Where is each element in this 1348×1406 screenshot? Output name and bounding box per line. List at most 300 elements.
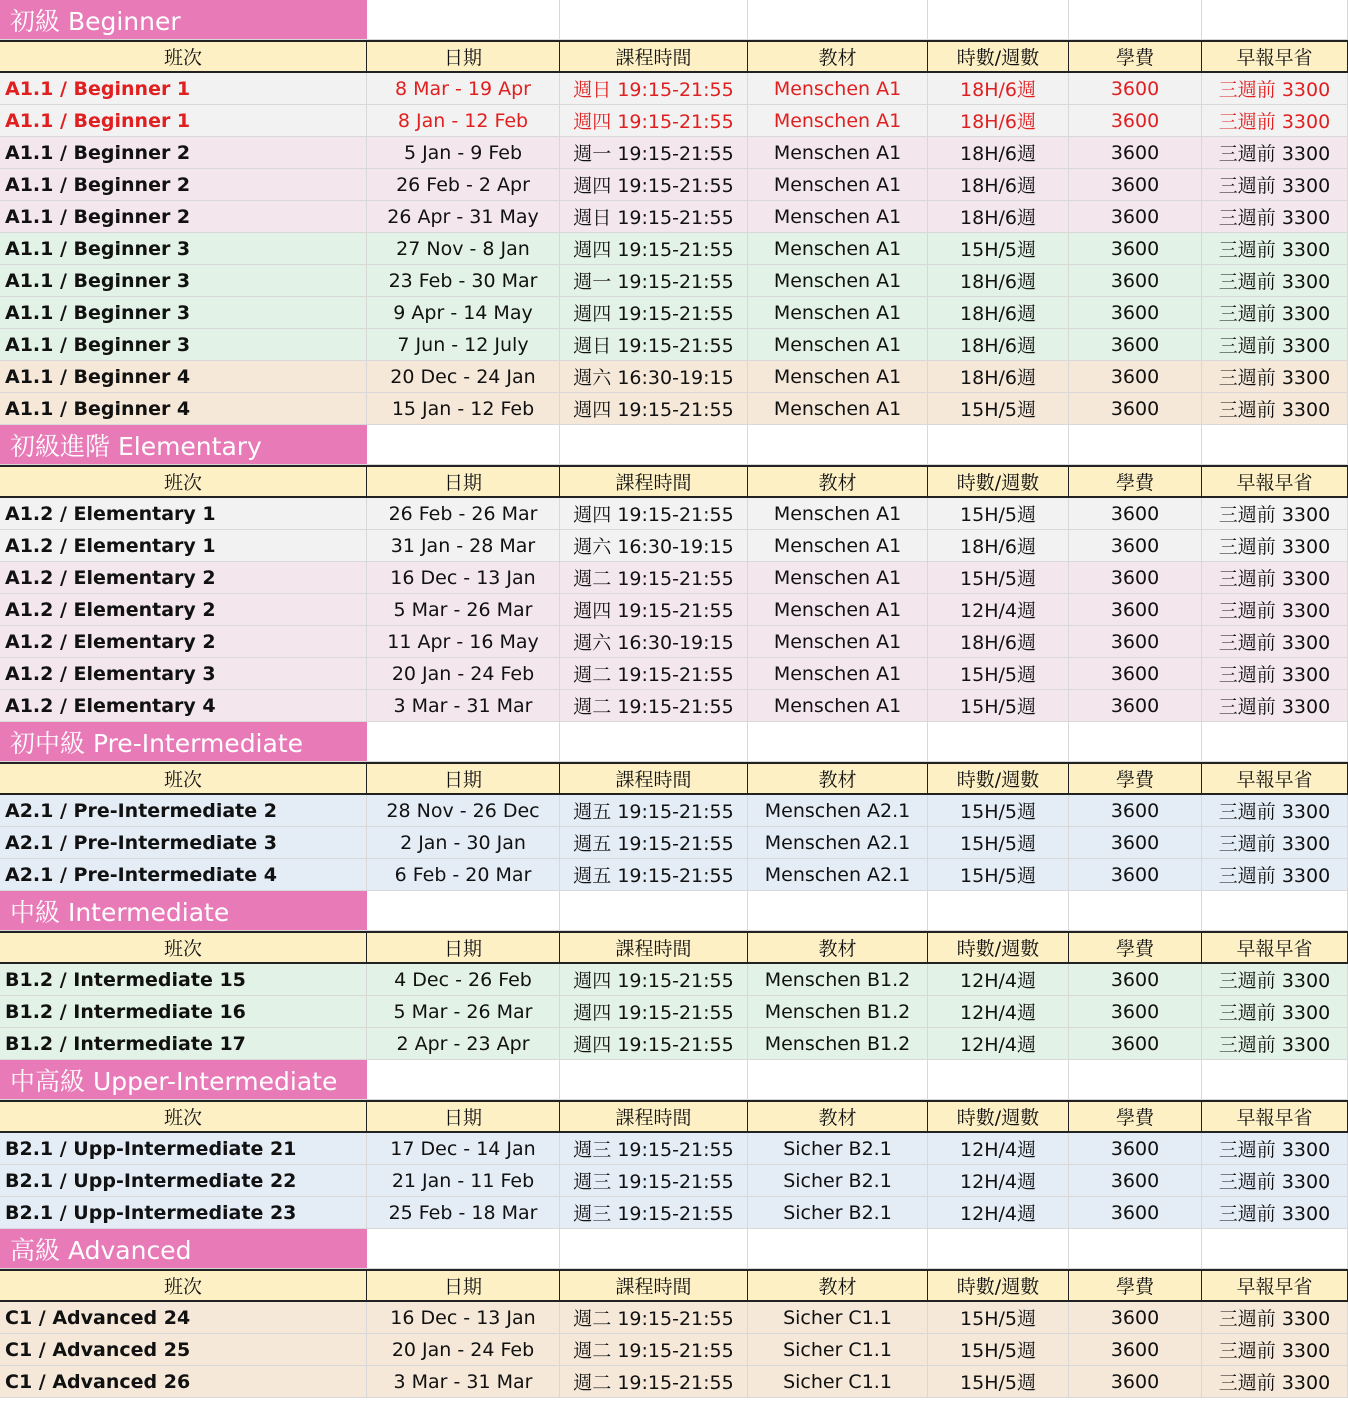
course-row <box>0 1334 1348 1366</box>
early-bird-cell: 三週前 3300 <box>1202 690 1348 722</box>
class-name-cell: B1.2 / Intermediate 16 <box>0 996 367 1028</box>
blank-cell <box>367 1060 560 1100</box>
blank-cell <box>560 425 748 465</box>
tuition-cell: 3600 <box>1069 498 1202 530</box>
header-textbook: 教材 <box>748 465 928 498</box>
blank-cell <box>748 1229 928 1269</box>
course-row <box>0 626 1348 658</box>
class-time-cell: 週日 19:15-21:55 <box>560 329 748 361</box>
course-row <box>0 105 1348 137</box>
header-date-range: 日期 <box>367 1100 560 1133</box>
early-bird-cell: 三週前 3300 <box>1202 859 1348 891</box>
header-hours-weeks: 時數/週數 <box>928 1100 1069 1133</box>
header-tuition: 學費 <box>1069 1269 1202 1302</box>
blank-cell <box>1069 425 1202 465</box>
header-textbook: 教材 <box>748 1269 928 1302</box>
hours-weeks-cell: 15H/5週 <box>928 233 1069 265</box>
class-name-cell: A1.2 / Elementary 1 <box>0 530 367 562</box>
date-range-cell: 3 Mar - 31 Mar <box>367 1366 560 1398</box>
date-range-cell: 3 Mar - 31 Mar <box>367 690 560 722</box>
class-name-cell: A1.2 / Elementary 4 <box>0 690 367 722</box>
blank-cell <box>1202 1060 1348 1100</box>
header-date-range: 日期 <box>367 40 560 73</box>
hours-weeks-cell: 12H/4週 <box>928 996 1069 1028</box>
early-bird-cell: 三週前 3300 <box>1202 137 1348 169</box>
course-row <box>0 964 1348 996</box>
textbook-cell: Menschen A1 <box>748 137 928 169</box>
early-bird-cell: 三週前 3300 <box>1202 964 1348 996</box>
header-early-bird: 早報早省 <box>1202 762 1348 795</box>
header-class-name: 班次 <box>0 931 367 964</box>
section-title: 初級進階 Elementary <box>0 425 367 465</box>
column-header-row <box>0 1100 1348 1133</box>
tuition-cell: 3600 <box>1069 530 1202 562</box>
blank-cell <box>367 891 560 931</box>
early-bird-cell: 三週前 3300 <box>1202 1366 1348 1398</box>
textbook-cell: Menschen A1 <box>748 201 928 233</box>
course-row <box>0 169 1348 201</box>
textbook-cell: Menschen A1 <box>748 498 928 530</box>
textbook-cell: Menschen A2.1 <box>748 827 928 859</box>
hours-weeks-cell: 12H/4週 <box>928 1028 1069 1060</box>
class-name-cell: A1.1 / Beginner 2 <box>0 201 367 233</box>
section-title-row <box>0 425 1348 465</box>
class-name-cell: B1.2 / Intermediate 15 <box>0 964 367 996</box>
early-bird-cell: 三週前 3300 <box>1202 361 1348 393</box>
header-class-name: 班次 <box>0 1269 367 1302</box>
hours-weeks-cell: 15H/5週 <box>928 795 1069 827</box>
tuition-cell: 3600 <box>1069 996 1202 1028</box>
hours-weeks-cell: 18H/6週 <box>928 201 1069 233</box>
course-row <box>0 1133 1348 1165</box>
date-range-cell: 4 Dec - 26 Feb <box>367 964 560 996</box>
class-time-cell: 週四 19:15-21:55 <box>560 996 748 1028</box>
textbook-cell: Menschen A1 <box>748 73 928 105</box>
blank-cell <box>367 722 560 762</box>
class-name-cell: A1.1 / Beginner 4 <box>0 361 367 393</box>
column-header-row <box>0 1269 1348 1302</box>
class-name-cell: A2.1 / Pre-Intermediate 2 <box>0 795 367 827</box>
blank-cell <box>1069 1060 1202 1100</box>
blank-cell <box>1069 0 1202 40</box>
class-name-cell: A1.1 / Beginner 2 <box>0 137 367 169</box>
class-name-cell: B1.2 / Intermediate 17 <box>0 1028 367 1060</box>
course-row <box>0 73 1348 105</box>
header-early-bird: 早報早省 <box>1202 465 1348 498</box>
blank-cell <box>1069 1229 1202 1269</box>
header-textbook: 教材 <box>748 1100 928 1133</box>
header-hours-weeks: 時數/週數 <box>928 1269 1069 1302</box>
header-early-bird: 早報早省 <box>1202 1269 1348 1302</box>
early-bird-cell: 三週前 3300 <box>1202 297 1348 329</box>
date-range-cell: 20 Dec - 24 Jan <box>367 361 560 393</box>
textbook-cell: Menschen A2.1 <box>748 859 928 891</box>
class-time-cell: 週日 19:15-21:55 <box>560 201 748 233</box>
header-class-name: 班次 <box>0 762 367 795</box>
header-hours-weeks: 時數/週數 <box>928 931 1069 964</box>
course-row <box>0 594 1348 626</box>
early-bird-cell: 三週前 3300 <box>1202 795 1348 827</box>
class-name-cell: A1.1 / Beginner 3 <box>0 265 367 297</box>
hours-weeks-cell: 18H/6週 <box>928 530 1069 562</box>
hours-weeks-cell: 15H/5週 <box>928 658 1069 690</box>
class-name-cell: A1.1 / Beginner 1 <box>0 105 367 137</box>
class-time-cell: 週四 19:15-21:55 <box>560 393 748 425</box>
hours-weeks-cell: 18H/6週 <box>928 265 1069 297</box>
textbook-cell: Menschen A1 <box>748 169 928 201</box>
tuition-cell: 3600 <box>1069 658 1202 690</box>
textbook-cell: Menschen B1.2 <box>748 996 928 1028</box>
hours-weeks-cell: 18H/6週 <box>928 73 1069 105</box>
blank-cell <box>748 891 928 931</box>
date-range-cell: 7 Jun - 12 July <box>367 329 560 361</box>
textbook-cell: Sicher C1.1 <box>748 1334 928 1366</box>
class-time-cell: 週二 19:15-21:55 <box>560 1334 748 1366</box>
hours-weeks-cell: 12H/4週 <box>928 1197 1069 1229</box>
textbook-cell: Menschen A1 <box>748 658 928 690</box>
blank-cell <box>928 891 1069 931</box>
course-row <box>0 329 1348 361</box>
tuition-cell: 3600 <box>1069 393 1202 425</box>
hours-weeks-cell: 18H/6週 <box>928 169 1069 201</box>
class-name-cell: A2.1 / Pre-Intermediate 4 <box>0 859 367 891</box>
course-row <box>0 996 1348 1028</box>
section-title-row <box>0 1229 1348 1269</box>
class-name-cell: A1.1 / Beginner 1 <box>0 73 367 105</box>
hours-weeks-cell: 15H/5週 <box>928 562 1069 594</box>
textbook-cell: Menschen A1 <box>748 562 928 594</box>
class-time-cell: 週二 19:15-21:55 <box>560 1366 748 1398</box>
class-time-cell: 週一 19:15-21:55 <box>560 265 748 297</box>
class-time-cell: 週五 19:15-21:55 <box>560 859 748 891</box>
class-name-cell: A1.1 / Beginner 3 <box>0 297 367 329</box>
header-date-range: 日期 <box>367 465 560 498</box>
hours-weeks-cell: 15H/5週 <box>928 498 1069 530</box>
tuition-cell: 3600 <box>1069 562 1202 594</box>
textbook-cell: Menschen A1 <box>748 690 928 722</box>
hours-weeks-cell: 15H/5週 <box>928 1334 1069 1366</box>
hours-weeks-cell: 18H/6週 <box>928 361 1069 393</box>
blank-cell <box>928 0 1069 40</box>
tuition-cell: 3600 <box>1069 297 1202 329</box>
textbook-cell: Menschen A1 <box>748 594 928 626</box>
textbook-cell: Menschen A1 <box>748 297 928 329</box>
class-name-cell: A1.2 / Elementary 2 <box>0 626 367 658</box>
date-range-cell: 21 Jan - 11 Feb <box>367 1165 560 1197</box>
course-row <box>0 137 1348 169</box>
early-bird-cell: 三週前 3300 <box>1202 1302 1348 1334</box>
date-range-cell: 17 Dec - 14 Jan <box>367 1133 560 1165</box>
class-time-cell: 週四 19:15-21:55 <box>560 233 748 265</box>
header-class-name: 班次 <box>0 1100 367 1133</box>
class-time-cell: 週四 19:15-21:55 <box>560 1028 748 1060</box>
class-name-cell: A1.1 / Beginner 3 <box>0 233 367 265</box>
class-name-cell: C1 / Advanced 24 <box>0 1302 367 1334</box>
class-name-cell: C1 / Advanced 26 <box>0 1366 367 1398</box>
date-range-cell: 25 Feb - 18 Mar <box>367 1197 560 1229</box>
early-bird-cell: 三週前 3300 <box>1202 73 1348 105</box>
textbook-cell: Menschen A1 <box>748 530 928 562</box>
hours-weeks-cell: 15H/5週 <box>928 827 1069 859</box>
textbook-cell: Menschen A1 <box>748 329 928 361</box>
early-bird-cell: 三週前 3300 <box>1202 233 1348 265</box>
course-row <box>0 1302 1348 1334</box>
course-row <box>0 361 1348 393</box>
early-bird-cell: 三週前 3300 <box>1202 562 1348 594</box>
hours-weeks-cell: 18H/6週 <box>928 329 1069 361</box>
section-title: 中級 Intermediate <box>0 891 367 931</box>
class-name-cell: A1.2 / Elementary 2 <box>0 594 367 626</box>
hours-weeks-cell: 15H/5週 <box>928 690 1069 722</box>
course-row <box>0 265 1348 297</box>
header-textbook: 教材 <box>748 762 928 795</box>
early-bird-cell: 三週前 3300 <box>1202 169 1348 201</box>
early-bird-cell: 三週前 3300 <box>1202 265 1348 297</box>
blank-cell <box>367 1229 560 1269</box>
tuition-cell: 3600 <box>1069 964 1202 996</box>
hours-weeks-cell: 12H/4週 <box>928 964 1069 996</box>
blank-cell <box>928 722 1069 762</box>
textbook-cell: Menschen A1 <box>748 393 928 425</box>
hours-weeks-cell: 18H/6週 <box>928 105 1069 137</box>
header-date-range: 日期 <box>367 1269 560 1302</box>
hours-weeks-cell: 12H/4週 <box>928 1133 1069 1165</box>
course-row <box>0 1197 1348 1229</box>
class-time-cell: 週五 19:15-21:55 <box>560 827 748 859</box>
date-range-cell: 5 Mar - 26 Mar <box>367 594 560 626</box>
tuition-cell: 3600 <box>1069 1302 1202 1334</box>
date-range-cell: 16 Dec - 13 Jan <box>367 562 560 594</box>
class-name-cell: A1.1 / Beginner 4 <box>0 393 367 425</box>
tuition-cell: 3600 <box>1069 859 1202 891</box>
hours-weeks-cell: 15H/5週 <box>928 393 1069 425</box>
blank-cell <box>1069 722 1202 762</box>
header-tuition: 學費 <box>1069 465 1202 498</box>
section-title: 初級 Beginner <box>0 0 367 40</box>
class-time-cell: 週二 19:15-21:55 <box>560 562 748 594</box>
early-bird-cell: 三週前 3300 <box>1202 658 1348 690</box>
date-range-cell: 26 Feb - 2 Apr <box>367 169 560 201</box>
hours-weeks-cell: 15H/5週 <box>928 1302 1069 1334</box>
column-header-row <box>0 762 1348 795</box>
textbook-cell: Menschen B1.2 <box>748 964 928 996</box>
date-range-cell: 15 Jan - 12 Feb <box>367 393 560 425</box>
date-range-cell: 2 Jan - 30 Jan <box>367 827 560 859</box>
textbook-cell: Sicher B2.1 <box>748 1165 928 1197</box>
blank-cell <box>560 0 748 40</box>
header-early-bird: 早報早省 <box>1202 40 1348 73</box>
blank-cell <box>560 722 748 762</box>
date-range-cell: 9 Apr - 14 May <box>367 297 560 329</box>
class-time-cell: 週六 16:30-19:15 <box>560 626 748 658</box>
textbook-cell: Menschen A1 <box>748 233 928 265</box>
course-row <box>0 658 1348 690</box>
date-range-cell: 5 Mar - 26 Mar <box>367 996 560 1028</box>
date-range-cell: 27 Nov - 8 Jan <box>367 233 560 265</box>
blank-cell <box>748 0 928 40</box>
class-name-cell: A1.2 / Elementary 3 <box>0 658 367 690</box>
class-name-cell: B2.1 / Upp-Intermediate 23 <box>0 1197 367 1229</box>
early-bird-cell: 三週前 3300 <box>1202 1028 1348 1060</box>
class-time-cell: 週四 19:15-21:55 <box>560 105 748 137</box>
course-row <box>0 530 1348 562</box>
header-class-name: 班次 <box>0 465 367 498</box>
class-name-cell: A1.1 / Beginner 2 <box>0 169 367 201</box>
course-row <box>0 795 1348 827</box>
blank-cell <box>1202 891 1348 931</box>
class-time-cell: 週六 16:30-19:15 <box>560 530 748 562</box>
early-bird-cell: 三週前 3300 <box>1202 105 1348 137</box>
early-bird-cell: 三週前 3300 <box>1202 996 1348 1028</box>
header-tuition: 學費 <box>1069 762 1202 795</box>
early-bird-cell: 三週前 3300 <box>1202 1197 1348 1229</box>
header-class-time: 課程時間 <box>560 931 748 964</box>
blank-cell <box>1202 425 1348 465</box>
textbook-cell: Sicher B2.1 <box>748 1133 928 1165</box>
class-time-cell: 週四 19:15-21:55 <box>560 297 748 329</box>
header-class-name: 班次 <box>0 40 367 73</box>
early-bird-cell: 三週前 3300 <box>1202 393 1348 425</box>
class-time-cell: 週六 16:30-19:15 <box>560 361 748 393</box>
blank-cell <box>928 425 1069 465</box>
blank-cell <box>1202 722 1348 762</box>
section-title: 高級 Advanced <box>0 1229 367 1269</box>
date-range-cell: 8 Jan - 12 Feb <box>367 105 560 137</box>
class-time-cell: 週三 19:15-21:55 <box>560 1197 748 1229</box>
section-title: 中高級 Upper-Intermediate <box>0 1060 367 1100</box>
date-range-cell: 23 Feb - 30 Mar <box>367 265 560 297</box>
blank-cell <box>367 0 560 40</box>
textbook-cell: Menschen A1 <box>748 361 928 393</box>
blank-cell <box>560 891 748 931</box>
date-range-cell: 20 Jan - 24 Feb <box>367 658 560 690</box>
tuition-cell: 3600 <box>1069 1133 1202 1165</box>
tuition-cell: 3600 <box>1069 626 1202 658</box>
class-name-cell: B2.1 / Upp-Intermediate 22 <box>0 1165 367 1197</box>
tuition-cell: 3600 <box>1069 169 1202 201</box>
header-hours-weeks: 時數/週數 <box>928 40 1069 73</box>
tuition-cell: 3600 <box>1069 137 1202 169</box>
early-bird-cell: 三週前 3300 <box>1202 1165 1348 1197</box>
tuition-cell: 3600 <box>1069 73 1202 105</box>
course-row <box>0 201 1348 233</box>
header-date-range: 日期 <box>367 762 560 795</box>
header-date-range: 日期 <box>367 931 560 964</box>
hours-weeks-cell: 15H/5週 <box>928 1366 1069 1398</box>
class-name-cell: B2.1 / Upp-Intermediate 21 <box>0 1133 367 1165</box>
blank-cell <box>367 425 560 465</box>
class-time-cell: 週四 19:15-21:55 <box>560 169 748 201</box>
header-early-bird: 早報早省 <box>1202 931 1348 964</box>
blank-cell <box>1069 891 1202 931</box>
header-textbook: 教材 <box>748 40 928 73</box>
date-range-cell: 6 Feb - 20 Mar <box>367 859 560 891</box>
header-class-time: 課程時間 <box>560 465 748 498</box>
class-time-cell: 週二 19:15-21:55 <box>560 658 748 690</box>
class-time-cell: 週二 19:15-21:55 <box>560 1302 748 1334</box>
column-header-row <box>0 465 1348 498</box>
tuition-cell: 3600 <box>1069 827 1202 859</box>
early-bird-cell: 三週前 3300 <box>1202 827 1348 859</box>
date-range-cell: 5 Jan - 9 Feb <box>367 137 560 169</box>
blank-cell <box>1202 1229 1348 1269</box>
early-bird-cell: 三週前 3300 <box>1202 329 1348 361</box>
date-range-cell: 28 Nov - 26 Dec <box>367 795 560 827</box>
date-range-cell: 20 Jan - 24 Feb <box>367 1334 560 1366</box>
header-tuition: 學費 <box>1069 931 1202 964</box>
course-row <box>0 859 1348 891</box>
class-time-cell: 週三 19:15-21:55 <box>560 1165 748 1197</box>
class-time-cell: 週二 19:15-21:55 <box>560 690 748 722</box>
textbook-cell: Sicher C1.1 <box>748 1302 928 1334</box>
tuition-cell: 3600 <box>1069 233 1202 265</box>
date-range-cell: 8 Mar - 19 Apr <box>367 73 560 105</box>
tuition-cell: 3600 <box>1069 594 1202 626</box>
header-class-time: 課程時間 <box>560 762 748 795</box>
textbook-cell: Menschen A2.1 <box>748 795 928 827</box>
textbook-cell: Sicher B2.1 <box>748 1197 928 1229</box>
header-tuition: 學費 <box>1069 40 1202 73</box>
header-tuition: 學費 <box>1069 1100 1202 1133</box>
class-name-cell: A1.1 / Beginner 3 <box>0 329 367 361</box>
tuition-cell: 3600 <box>1069 1197 1202 1229</box>
header-class-time: 課程時間 <box>560 1100 748 1133</box>
class-name-cell: A1.2 / Elementary 1 <box>0 498 367 530</box>
class-time-cell: 週一 19:15-21:55 <box>560 137 748 169</box>
blank-cell <box>560 1229 748 1269</box>
course-row <box>0 827 1348 859</box>
hours-weeks-cell: 12H/4週 <box>928 594 1069 626</box>
date-range-cell: 11 Apr - 16 May <box>367 626 560 658</box>
early-bird-cell: 三週前 3300 <box>1202 594 1348 626</box>
course-row <box>0 1028 1348 1060</box>
tuition-cell: 3600 <box>1069 795 1202 827</box>
blank-cell <box>928 1229 1069 1269</box>
class-name-cell: C1 / Advanced 25 <box>0 1334 367 1366</box>
class-time-cell: 週日 19:15-21:55 <box>560 73 748 105</box>
hours-weeks-cell: 15H/5週 <box>928 859 1069 891</box>
date-range-cell: 31 Jan - 28 Mar <box>367 530 560 562</box>
class-time-cell: 週四 19:15-21:55 <box>560 594 748 626</box>
tuition-cell: 3600 <box>1069 361 1202 393</box>
course-row <box>0 498 1348 530</box>
section-title: 初中級 Pre-Intermediate <box>0 722 367 762</box>
blank-cell <box>560 1060 748 1100</box>
hours-weeks-cell: 18H/6週 <box>928 626 1069 658</box>
hours-weeks-cell: 18H/6週 <box>928 297 1069 329</box>
blank-cell <box>748 1060 928 1100</box>
header-class-time: 課程時間 <box>560 40 748 73</box>
tuition-cell: 3600 <box>1069 1165 1202 1197</box>
class-time-cell: 週五 19:15-21:55 <box>560 795 748 827</box>
blank-cell <box>748 425 928 465</box>
class-name-cell: A2.1 / Pre-Intermediate 3 <box>0 827 367 859</box>
tuition-cell: 3600 <box>1069 105 1202 137</box>
date-range-cell: 16 Dec - 13 Jan <box>367 1302 560 1334</box>
early-bird-cell: 三週前 3300 <box>1202 626 1348 658</box>
blank-cell <box>928 1060 1069 1100</box>
class-time-cell: 週三 19:15-21:55 <box>560 1133 748 1165</box>
section-title-row <box>0 891 1348 931</box>
tuition-cell: 3600 <box>1069 329 1202 361</box>
blank-cell <box>1202 0 1348 40</box>
textbook-cell: Sicher C1.1 <box>748 1366 928 1398</box>
date-range-cell: 2 Apr - 23 Apr <box>367 1028 560 1060</box>
early-bird-cell: 三週前 3300 <box>1202 1133 1348 1165</box>
date-range-cell: 26 Feb - 26 Mar <box>367 498 560 530</box>
column-header-row <box>0 931 1348 964</box>
course-row <box>0 1165 1348 1197</box>
